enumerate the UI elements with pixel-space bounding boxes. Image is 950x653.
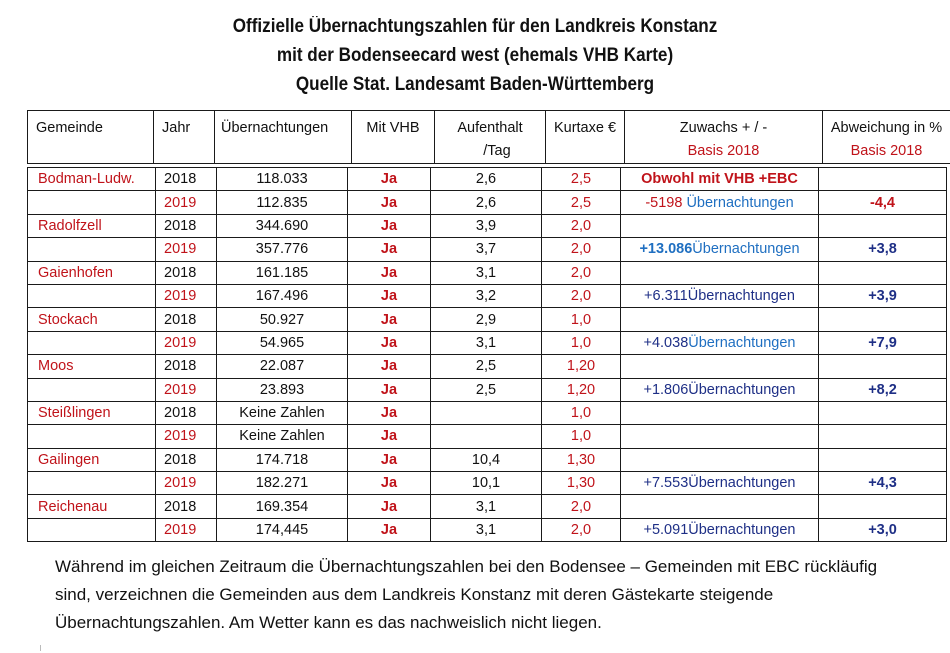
cell-kurtaxe: 1,0 (542, 331, 621, 354)
cell-zuwachs (621, 308, 819, 331)
zuwachs-value: +4.038 (643, 334, 689, 351)
cell-abweichung: +4,3 (819, 472, 947, 495)
cell-aufenthalt: 2,9 (431, 308, 542, 331)
cell-jahr: 2018 (156, 168, 217, 191)
data-table (27, 167, 947, 542)
cell-zuwachs (621, 214, 819, 237)
zuwachs-value: +5.091 (643, 522, 689, 539)
table-row (28, 191, 947, 214)
zuwachs-label: Übernachtungen (692, 241, 800, 258)
table-row (28, 378, 947, 401)
cell-kurtaxe: 1,0 (542, 401, 621, 424)
cell-kurtaxe: 1,0 (542, 425, 621, 448)
cell-kurtaxe: 1,30 (542, 472, 621, 495)
cell-mit-vhb: Ja (348, 355, 431, 378)
cell-aufenthalt: 3,1 (431, 518, 542, 541)
cell-zuwachs (621, 448, 819, 471)
cell-abweichung: +3,8 (819, 238, 947, 261)
cell-mit-vhb: Ja (348, 495, 431, 518)
cell-mit-vhb: Ja (348, 238, 431, 261)
table-row (28, 238, 947, 261)
cell-aufenthalt: 10,1 (431, 472, 542, 495)
cell-kurtaxe: 2,5 (542, 168, 621, 191)
cell-aufenthalt: 2,5 (431, 355, 542, 378)
header-row (28, 111, 950, 164)
cell-gemeinde: Reichenau (28, 495, 156, 518)
cell-abweichung (819, 308, 947, 331)
cell-mit-vhb: Ja (348, 425, 431, 448)
cell-uebernachtungen: 50.927 (217, 308, 348, 331)
cell-aufenthalt: 2,6 (431, 168, 542, 191)
header-kurtaxe: Kurtaxe € (546, 111, 625, 164)
cell-uebernachtungen: 112.835 (217, 191, 348, 214)
zuwachs-label: Übernachtungen (688, 522, 796, 539)
table-row (28, 261, 947, 284)
header-abweichung (823, 111, 950, 164)
cell-mit-vhb: Ja (348, 378, 431, 401)
cell-mit-vhb: Ja (348, 191, 431, 214)
cell-uebernachtungen: 174,445 (217, 518, 348, 541)
cell-zuwachs (621, 191, 819, 214)
cell-kurtaxe: 2,0 (542, 214, 621, 237)
cell-gemeinde: Steißlingen (28, 401, 156, 424)
cell-jahr: 2018 (156, 495, 217, 518)
zuwachs-label: Übernachtungen (688, 381, 796, 398)
cell-gemeinde (28, 518, 156, 541)
cell-gemeinde: Moos (28, 355, 156, 378)
cell-kurtaxe: 1,20 (542, 378, 621, 401)
cell-uebernachtungen: 182.271 (217, 472, 348, 495)
zuwachs-label: Übernachtungen (682, 194, 794, 211)
cell-uebernachtungen: 357.776 (217, 238, 348, 261)
cell-gemeinde (28, 238, 156, 261)
cell-kurtaxe: 1,0 (542, 308, 621, 331)
cell-aufenthalt (431, 425, 542, 448)
table-row (28, 308, 947, 331)
table-row (28, 448, 947, 471)
cell-jahr: 2018 (156, 448, 217, 471)
cell-kurtaxe: 2,0 (542, 284, 621, 307)
cell-kurtaxe: 2,0 (542, 238, 621, 261)
title-line-2: mit der Bodenseecard west (ehemals VHB Karte) (276, 45, 674, 66)
cell-uebernachtungen: 54.965 (217, 331, 348, 354)
cell-gemeinde (28, 331, 156, 354)
cell-zuwachs (621, 401, 819, 424)
cell-jahr: 2018 (156, 261, 217, 284)
cell-gemeinde (28, 284, 156, 307)
header-mit-vhb: Mit VHB (352, 111, 435, 164)
document-title (0, 12, 950, 99)
cell-abweichung: +8,2 (819, 378, 947, 401)
cell-abweichung: -4,4 (819, 191, 947, 214)
cell-gemeinde (28, 425, 156, 448)
cell-aufenthalt: 3,7 (431, 238, 542, 261)
cell-jahr: 2019 (156, 191, 217, 214)
cell-gemeinde: Radolfzell (28, 214, 156, 237)
cell-jahr: 2018 (156, 355, 217, 378)
zuwachs-value: +1.806 (643, 381, 689, 398)
table-row (28, 518, 947, 541)
table-row (28, 168, 947, 191)
zuwachs-value: +7.553 (643, 475, 689, 492)
cell-uebernachtungen: 22.087 (217, 355, 348, 378)
zuwachs-label: Übernachtungen (688, 475, 796, 492)
zuwachs-label: Obwohl mit VHB +EBC (641, 171, 798, 188)
zuwachs-value: +13.086 (639, 241, 693, 258)
cell-mit-vhb: Ja (348, 448, 431, 471)
cell-jahr: 2018 (156, 214, 217, 237)
cell-gemeinde (28, 191, 156, 214)
cell-jahr: 2019 (156, 284, 217, 307)
cell-jahr: 2019 (156, 331, 217, 354)
cell-kurtaxe: 2,5 (542, 191, 621, 214)
cell-zuwachs (621, 495, 819, 518)
cell-mit-vhb: Ja (348, 168, 431, 191)
header-zuwachs-line1: Zuwachs + / - (679, 120, 768, 136)
cell-uebernachtungen: Keine Zahlen (217, 425, 348, 448)
cell-uebernachtungen: 23.893 (217, 378, 348, 401)
title-line-1: Offizielle Übernachtungszahlen für den Landkreis Konstanz (232, 16, 718, 37)
cell-aufenthalt (431, 401, 542, 424)
cell-abweichung (819, 495, 947, 518)
table-row (28, 331, 947, 354)
cell-zuwachs (621, 331, 819, 354)
cell-mit-vhb: Ja (348, 214, 431, 237)
cell-abweichung: +3,9 (819, 284, 947, 307)
table-row (28, 425, 947, 448)
cell-jahr: 2019 (156, 518, 217, 541)
cell-jahr: 2019 (156, 425, 217, 448)
cell-zuwachs (621, 238, 819, 261)
cell-uebernachtungen: 161.185 (217, 261, 348, 284)
cell-uebernachtungen: 118.033 (217, 168, 348, 191)
cell-abweichung: +7,9 (819, 331, 947, 354)
table-row (28, 401, 947, 424)
header-zuwachs (625, 111, 823, 164)
table-row (28, 472, 947, 495)
cell-zuwachs (621, 284, 819, 307)
cell-gemeinde: Gailingen (28, 448, 156, 471)
cell-uebernachtungen: Keine Zahlen (217, 401, 348, 424)
cell-aufenthalt: 3,2 (431, 284, 542, 307)
cell-jahr: 2018 (156, 308, 217, 331)
table-row (28, 284, 947, 307)
cell-aufenthalt: 2,6 (431, 191, 542, 214)
cell-jahr: 2019 (156, 378, 217, 401)
cell-abweichung: +3,0 (819, 518, 947, 541)
header-aufenthalt (435, 111, 546, 164)
cell-jahr: 2018 (156, 401, 217, 424)
cell-mit-vhb: Ja (348, 308, 431, 331)
cell-abweichung (819, 261, 947, 284)
cell-aufenthalt: 3,1 (431, 495, 542, 518)
title-line-3: Quelle Stat. Landesamt Baden-Württemberg (295, 74, 655, 95)
footnote-text: Während im gleichen Zeitraum die Übernachtungszahlen bei den Bodensee – Gemeinden mit EBC rückläufig sind, verzeichnen die Gemeinden aus dem Landkreis Konstanz mit deren Gästekarte steigende Übernachtungszahlen. Am Wetter kann es das nachweislich nicht liegen. (55, 557, 878, 632)
cell-abweichung (819, 168, 947, 191)
cell-gemeinde (28, 472, 156, 495)
scan-mark (40, 645, 41, 651)
cell-uebernachtungen: 169.354 (217, 495, 348, 518)
cell-aufenthalt: 10,4 (431, 448, 542, 471)
cell-gemeinde (28, 378, 156, 401)
cell-gemeinde: Bodman-Ludw. (28, 168, 156, 191)
table-row (28, 495, 947, 518)
cell-aufenthalt: 3,1 (431, 331, 542, 354)
cell-zuwachs (621, 168, 819, 191)
cell-zuwachs (621, 378, 819, 401)
cell-kurtaxe: 1,30 (542, 448, 621, 471)
cell-aufenthalt: 3,9 (431, 214, 542, 237)
header-gemeinde: Gemeinde (28, 111, 154, 164)
header-abweichung-line1: Abweichung in % (830, 120, 943, 136)
cell-abweichung (819, 448, 947, 471)
zuwachs-label: Übernachtungen (688, 334, 796, 351)
cell-kurtaxe: 2,0 (542, 261, 621, 284)
cell-mit-vhb: Ja (348, 472, 431, 495)
cell-gemeinde: Stockach (28, 308, 156, 331)
header-jahr: Jahr (154, 111, 215, 164)
cell-abweichung (819, 401, 947, 424)
cell-abweichung (819, 355, 947, 378)
cell-mit-vhb: Ja (348, 401, 431, 424)
cell-abweichung (819, 214, 947, 237)
header-aufenthalt-line2: /Tag (483, 143, 511, 159)
cell-jahr: 2019 (156, 472, 217, 495)
cell-aufenthalt: 3,1 (431, 261, 542, 284)
cell-zuwachs (621, 518, 819, 541)
header-uebernachtungen: Übernachtungen (215, 111, 352, 164)
header-zuwachs-line2: Basis 2018 (687, 143, 760, 159)
cell-kurtaxe: 2,0 (542, 518, 621, 541)
zuwachs-value: -5198 (645, 194, 683, 211)
cell-mit-vhb: Ja (348, 261, 431, 284)
cell-uebernachtungen: 167.496 (217, 284, 348, 307)
cell-zuwachs (621, 261, 819, 284)
cell-jahr: 2019 (156, 238, 217, 261)
cell-zuwachs (621, 355, 819, 378)
table-row (28, 214, 947, 237)
cell-mit-vhb: Ja (348, 331, 431, 354)
cell-mit-vhb: Ja (348, 518, 431, 541)
table-header (27, 110, 950, 164)
header-abweichung-line2: Basis 2018 (850, 143, 923, 159)
table-row (28, 355, 947, 378)
cell-mit-vhb: Ja (348, 284, 431, 307)
cell-uebernachtungen: 174.718 (217, 448, 348, 471)
zuwachs-label: Übernachtungen (687, 288, 795, 305)
cell-abweichung (819, 425, 947, 448)
cell-kurtaxe: 2,0 (542, 495, 621, 518)
cell-aufenthalt: 2,5 (431, 378, 542, 401)
cell-zuwachs (621, 425, 819, 448)
header-aufenthalt-line1: Aufenthalt (457, 120, 523, 136)
cell-kurtaxe: 1,20 (542, 355, 621, 378)
cell-uebernachtungen: 344.690 (217, 214, 348, 237)
cell-zuwachs (621, 472, 819, 495)
zuwachs-value: +6.311 (644, 288, 688, 305)
cell-gemeinde: Gaienhofen (28, 261, 156, 284)
